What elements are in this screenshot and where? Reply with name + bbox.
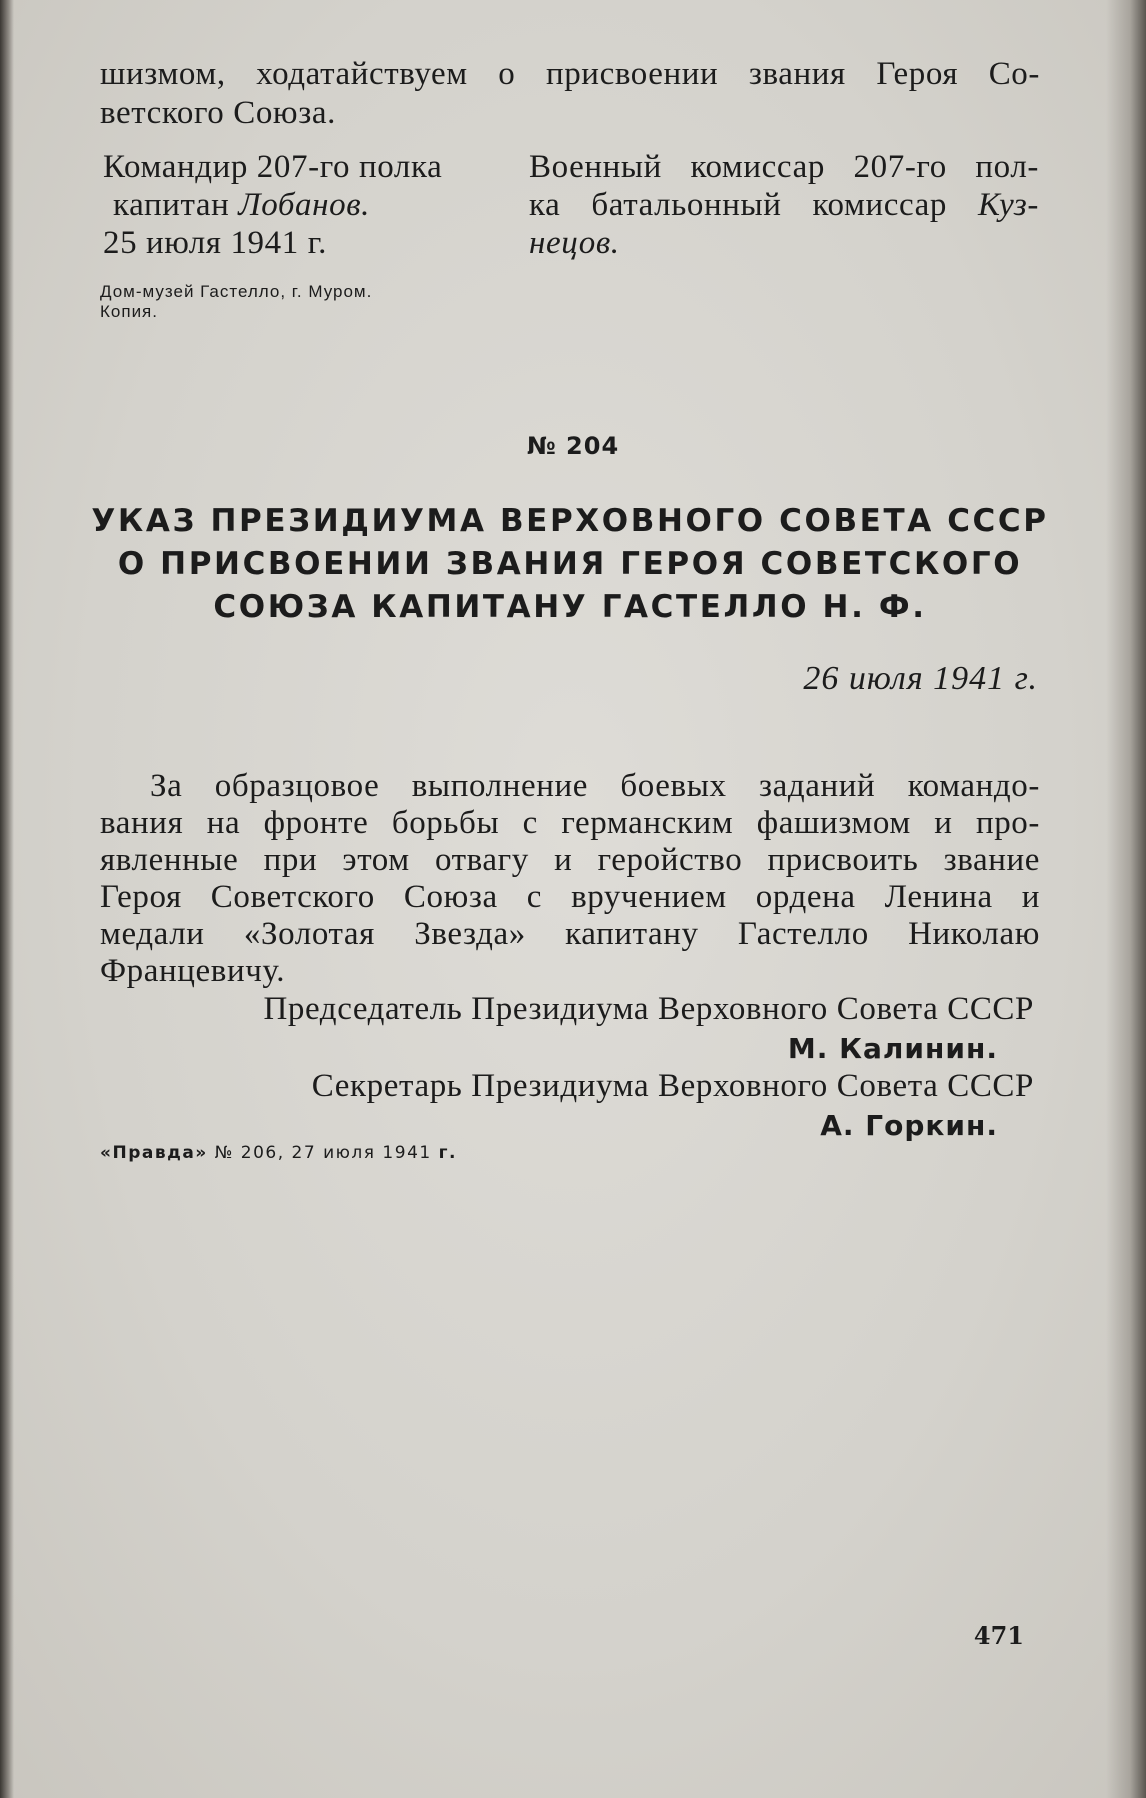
source-citation [100, 1143, 457, 1163]
source-suffix: г. [438, 1143, 457, 1163]
page-number: 471 [973, 1621, 1024, 1650]
top-paragraph-line-2: ветского Союза. [100, 95, 336, 131]
source-details: № 206, 27 июля 1941 [207, 1143, 439, 1163]
heading-line-3: СОЮЗА КАПИТАНУ ГАСТЕЛЛО Н. Ф. [213, 589, 927, 625]
document-heading [90, 500, 1050, 629]
commissar-name-part-1: Куз- [978, 187, 1039, 223]
body-line-2: вания на фронте борьбы с германским фашизмом и про- [100, 805, 1040, 841]
top-paragraph [100, 55, 1040, 133]
archive-note-line-1: Дом-музей Гастелло, г. Муром. [100, 282, 373, 301]
commander-rank-line [103, 186, 503, 224]
body-line-3: явленные при этом отвагу и геройство присвоить звание [100, 842, 1040, 878]
commander-signature [103, 148, 503, 262]
commissar-rank-line [529, 186, 1039, 224]
chairman-title: Председатель Президиума Верховного Совета СССР [263, 991, 1034, 1027]
body-line-1: За образцовое выполнение боевых заданий командо- [150, 768, 1040, 804]
document-number: № 204 [526, 432, 620, 460]
page-right-edge [1106, 0, 1146, 1798]
commander-title: Командир 207-го полка [103, 149, 443, 185]
secretary-title: Секретарь Президиума Верховного Совета СССР [311, 1068, 1034, 1104]
source-newspaper: «Правда» [100, 1143, 208, 1163]
commander-rank: капитан [113, 187, 239, 223]
body-line-5: медали «Золотая Звезда» капитану Гастелло Николаю [100, 916, 1040, 952]
heading-line-1: УКАЗ ПРЕЗИДИУМА ВЕРХОВНОГО СОВЕТА СССР [91, 503, 1049, 539]
document-date: 26 июля 1941 г. [803, 660, 1038, 697]
commissar-name-line [529, 224, 1039, 262]
body-line-6: Францевичу. [100, 953, 286, 989]
body-line-4: Героя Советского Союза с вручением ордена Ленина и [100, 879, 1040, 915]
commander-name: Лобанов. [238, 187, 371, 223]
top-paragraph-line-1: шизмом, ходатайствуем о присвоении звания Героя Со- [100, 56, 1040, 92]
heading-line-2: О ПРИСВОЕНИИ ЗВАНИЯ ГЕРОЯ СОВЕТСКОГО [117, 546, 1023, 582]
page-left-edge [0, 0, 14, 1798]
commissar-name-part-2: нецов. [529, 225, 620, 261]
commander-date: 25 июля 1941 г. [103, 225, 327, 261]
archive-note [100, 282, 520, 322]
secretary-name: А. Горкин. [820, 1109, 998, 1142]
decree-body [100, 768, 1040, 990]
commissar-signature [529, 148, 1039, 262]
chairman-name: М. Калинин. [787, 1032, 998, 1065]
commissar-rank: ка батальонный комиссар [529, 187, 979, 223]
commissar-title: Военный комиссар 207-го пол- [529, 149, 1039, 185]
archive-note-line-2: Копия. [100, 302, 158, 321]
